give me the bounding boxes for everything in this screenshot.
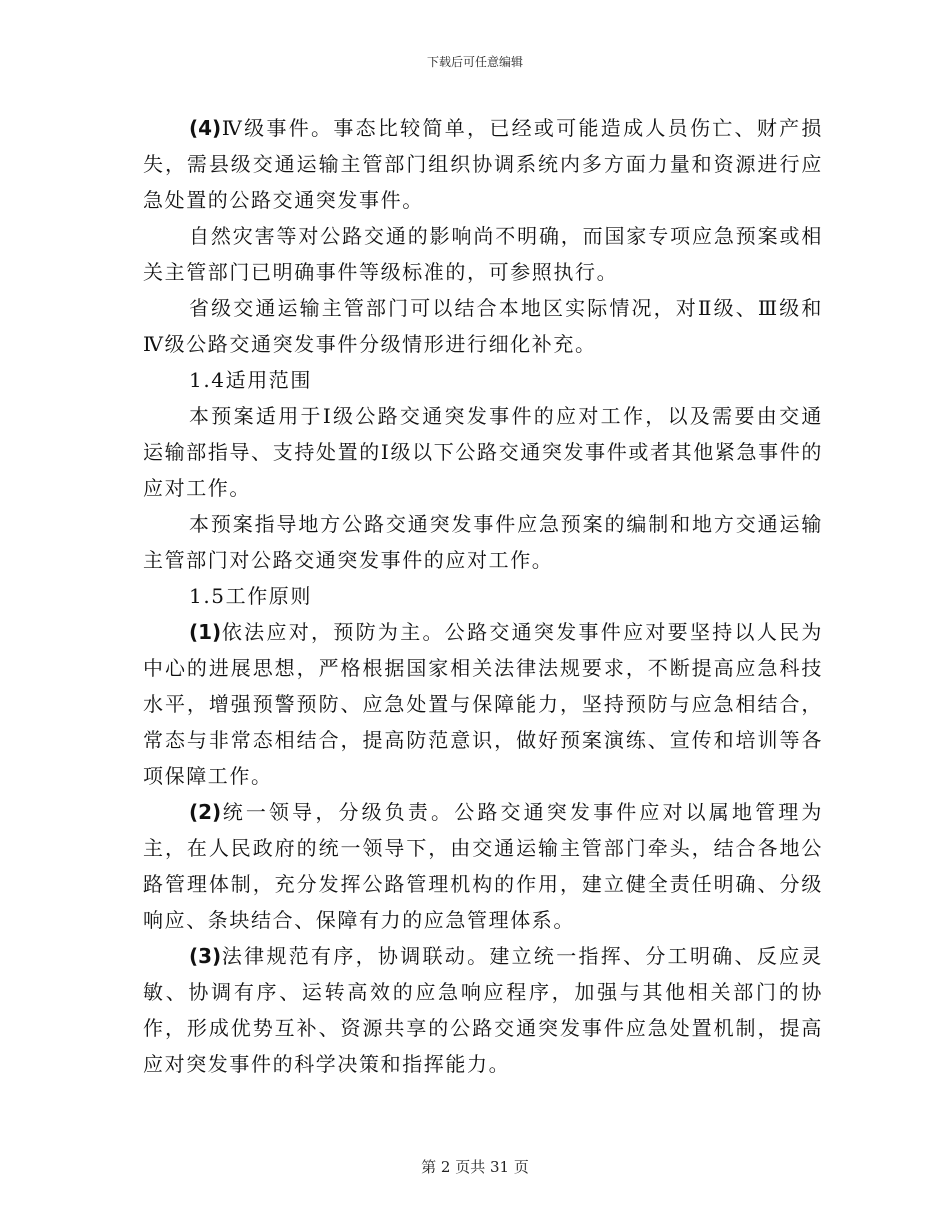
list-marker: (2) [189, 800, 222, 824]
section-heading-scope [143, 362, 823, 398]
paragraph-provincial-refinement [143, 290, 823, 362]
page-header: 下载后可任意编辑 [426, 55, 523, 69]
paragraph-text: 统一领导，分级负责。公路交通突发事件应对以属地管理为主，在人民政府的统一领导下，由交通运输主管部门牵头，结合各地公路管理体制，充分发挥公路管理机构的作用，建立健全责任明确、分级响应、条块结合、保障有力的应急管理体系。 [143, 800, 823, 932]
document-body [143, 110, 823, 1082]
paragraph-natural-disaster [143, 218, 823, 290]
list-marker: (4) [189, 116, 222, 140]
paragraph-text: Ⅳ级事件。事态比较简单，已经或可能造成人员伤亡、财产损失，需县级交通运输主管部门组织协调系统内多方面力量和资源进行应急处置的公路交通突发事件。 [143, 116, 823, 212]
paragraph-text: 依法应对，预防为主。公路交通突发事件应对要坚持以人民为中心的进展思想，严格根据国家相关法律法规要求，不断提高应急科技水平，增强预警预防、应急处置与保障能力，坚持预防与应急相结合，常态与非常态相结合，提高防范意识，做好预案演练、宣传和培训等各项保障工作。 [143, 620, 823, 788]
paragraph-scope-guidance [143, 506, 823, 578]
paragraph-principle-2 [143, 794, 823, 938]
paragraph-scope-applicability [143, 398, 823, 506]
page-footer: 第 2 页共 31 页 [421, 1158, 529, 1176]
paragraph-text: 本预案指导地方公路交通突发事件应急预案的编制和地方交通运输主管部门对公路交通突发事件的应对工作。 [143, 512, 823, 572]
paragraph-text: 自然灾害等对公路交通的影响尚不明确，而国家专项应急预案或相关主管部门已明确事件等级标准的，可参照执行。 [143, 224, 823, 284]
paragraph-text: 法律规范有序，协调联动。建立统一指挥、分工明确、反应灵敏、协调有序、运转高效的应急响应程序，加强与其他相关部门的协作，形成优势互补、资源共享的公路交通突发事件应急处置机制，提高应对突发事件的科学决策和指挥能力。 [143, 944, 823, 1076]
paragraph-level-iv-event [143, 110, 823, 218]
paragraph-principle-1 [143, 614, 823, 794]
paragraph-text: 省级交通运输主管部门可以结合本地区实际情况，对Ⅱ级、Ⅲ级和Ⅳ级公路交通突发事件分级情形进行细化补充。 [143, 296, 823, 356]
heading-text: 1.5工作原则 [189, 584, 313, 608]
paragraph-principle-3 [143, 938, 823, 1082]
section-heading-principles [143, 578, 823, 614]
heading-text: 1.4适用范围 [189, 368, 313, 392]
list-marker: (1) [189, 620, 222, 644]
paragraph-text: 本预案适用于Ⅰ级公路交通突发事件的应对工作，以及需要由交通运输部指导、支持处置的Ⅰ级以下公路交通突发事件或者其他紧急事件的应对工作。 [143, 404, 823, 500]
list-marker: (3) [189, 944, 222, 968]
